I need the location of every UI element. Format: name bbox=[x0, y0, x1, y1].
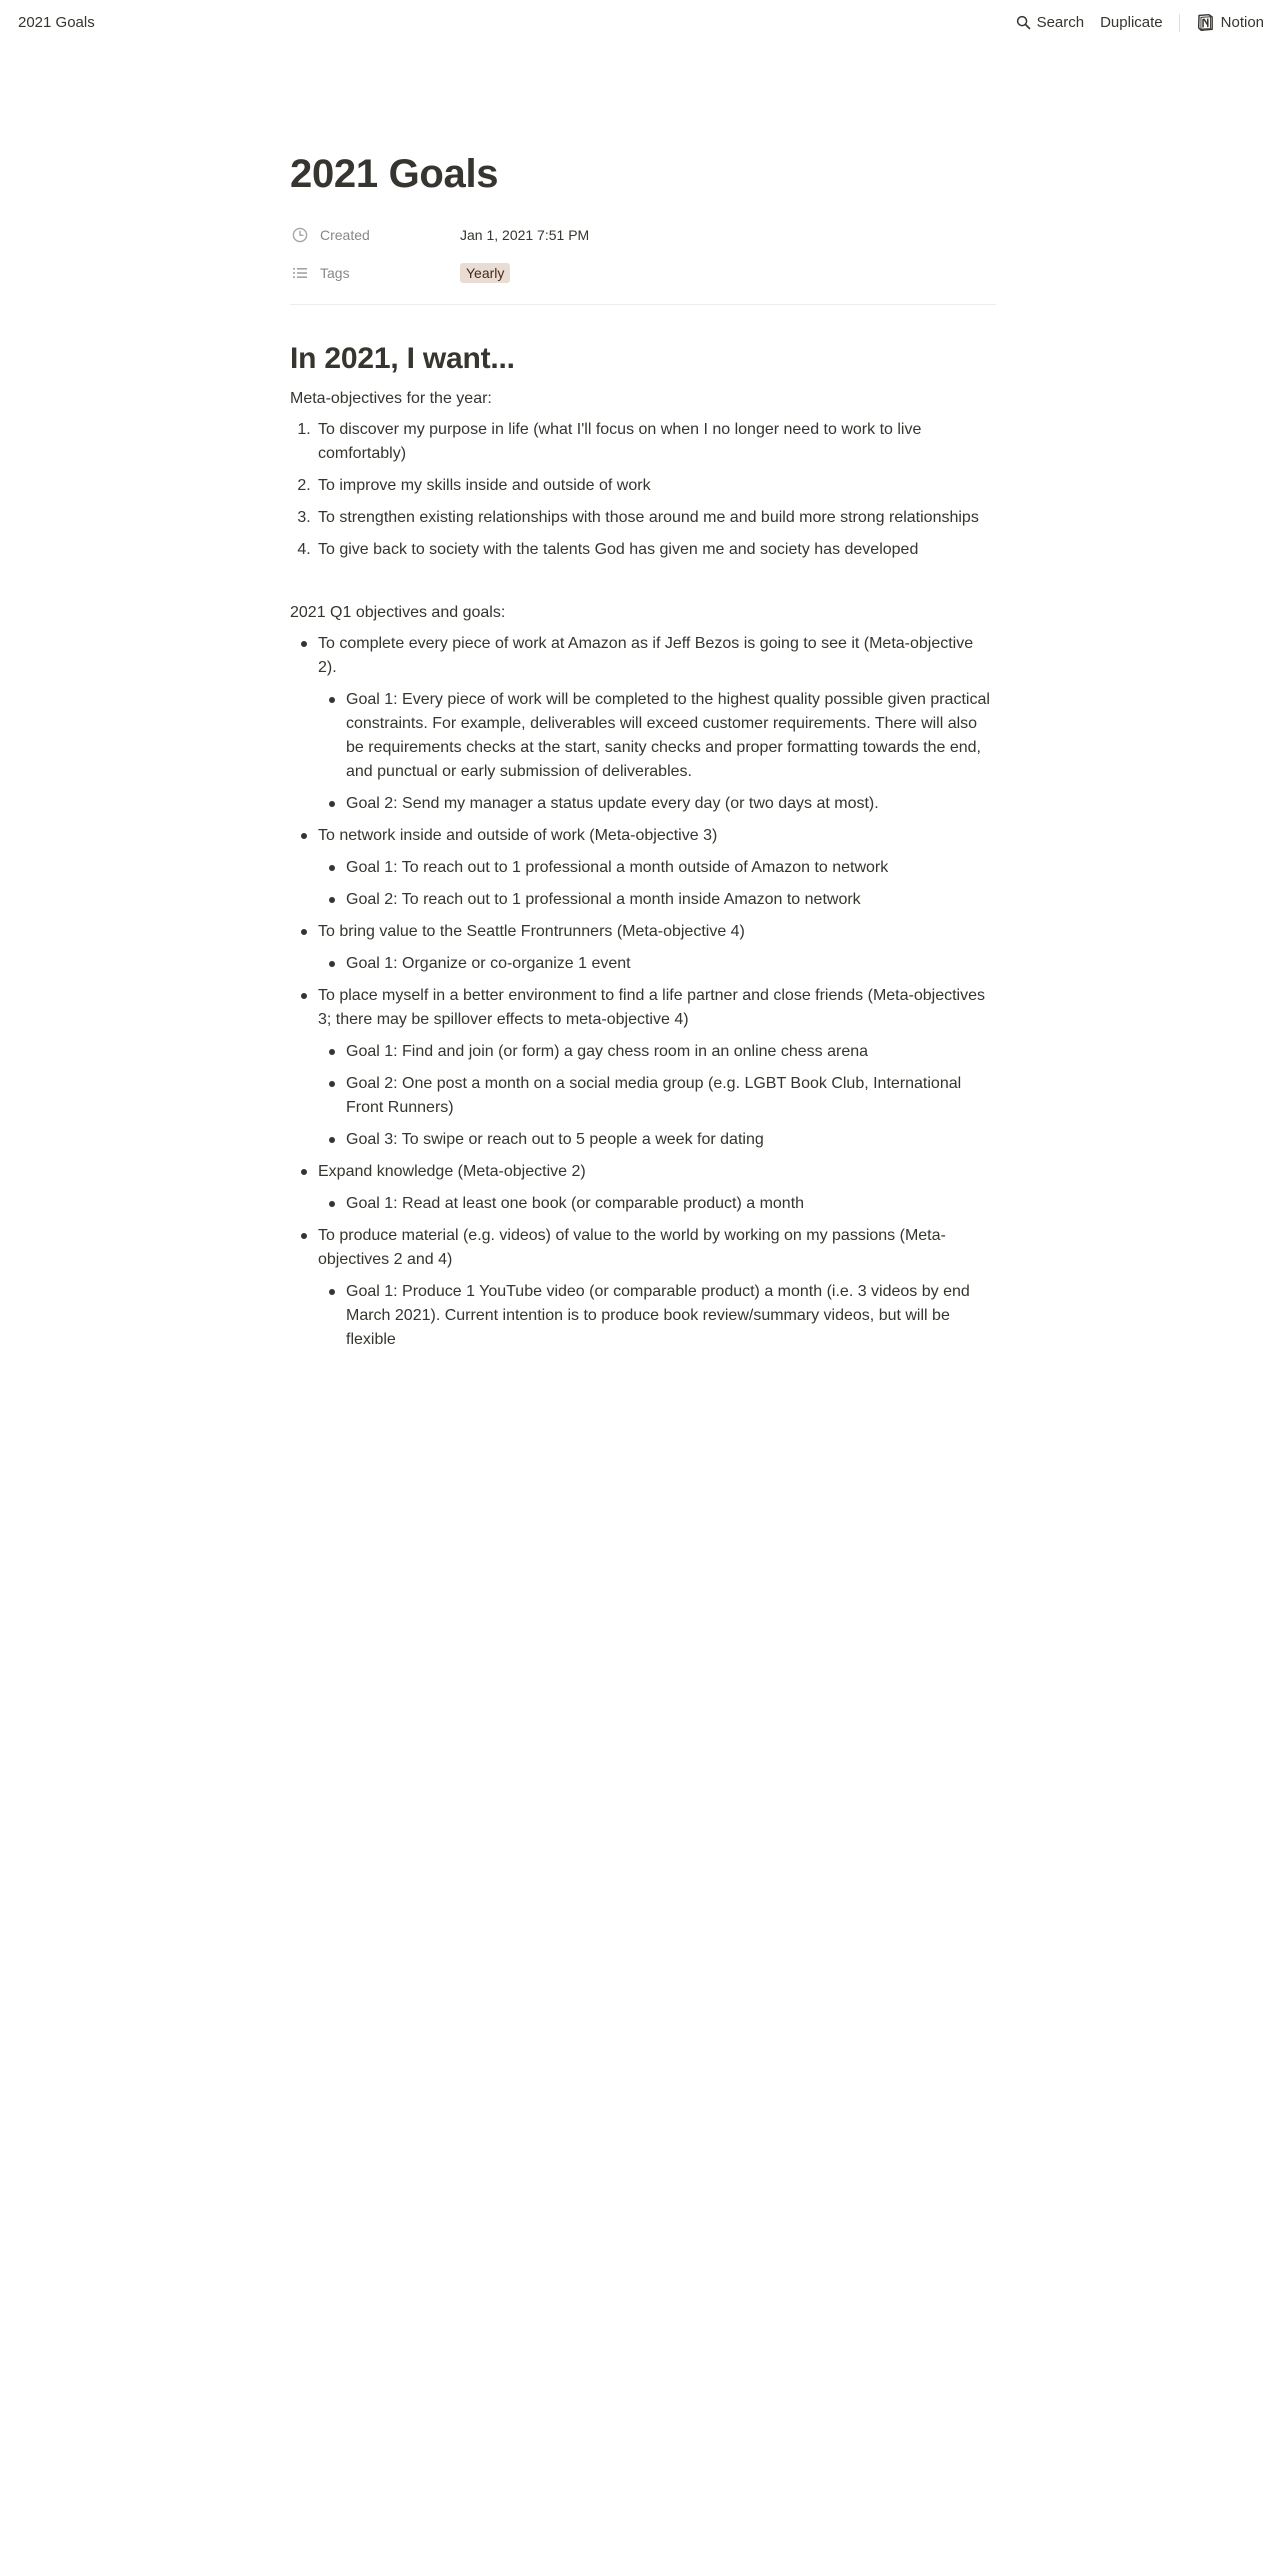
list-item bbox=[290, 1220, 996, 1356]
goal-text: Goal 3: To swipe or reach out to 5 people a week for dating bbox=[346, 1131, 764, 1148]
list-item-text: To strengthen existing relationships with those around me and build more strong relationships bbox=[318, 509, 979, 526]
goal-text: Goal 1: Find and join (or form) a gay chess room in an online chess arena bbox=[346, 1043, 869, 1060]
list-item bbox=[318, 852, 996, 884]
goal-text: Goal 2: Send my manager a status update every day (or two days at most). bbox=[346, 795, 879, 812]
notion-logo-icon bbox=[1196, 13, 1215, 32]
goal-text: Goal 1: Organize or co-organize 1 event bbox=[346, 955, 631, 972]
bullet-icon bbox=[318, 1072, 346, 1120]
list-item bbox=[290, 980, 996, 1156]
search-icon bbox=[1016, 15, 1031, 30]
list-item bbox=[290, 414, 996, 470]
objective-text: To complete every piece of work at Amazon as if Jeff Bezos is going to see it (Meta-objective 2). bbox=[318, 635, 974, 676]
property-tags-value[interactable] bbox=[460, 263, 510, 283]
page-title: 2021 Goals bbox=[290, 152, 499, 196]
bullet-icon bbox=[290, 632, 318, 680]
bullet-icon bbox=[290, 984, 318, 1032]
objective-text: Expand knowledge (Meta-objective 2) bbox=[318, 1163, 586, 1180]
list-item bbox=[290, 820, 996, 916]
notion-label: Notion bbox=[1220, 14, 1264, 31]
goals-list bbox=[318, 1188, 996, 1220]
goal-text: Goal 1: Every piece of work will be completed to the highest quality possible given practical constraints. For example, deliverables will exceed customer requirements. There will also be requirements checks at the start, sanity checks and proper formatting towards the end, and punctual or early submission of deliverables. bbox=[346, 691, 990, 780]
list-item bbox=[290, 534, 996, 566]
list-item bbox=[290, 628, 996, 820]
list-item bbox=[318, 788, 996, 820]
property-created-label: Created bbox=[320, 227, 370, 243]
bullet-icon bbox=[318, 1128, 346, 1152]
notion-button[interactable] bbox=[1188, 9, 1272, 36]
goals-list bbox=[318, 684, 996, 820]
search-label: Search bbox=[1036, 14, 1085, 31]
list-item bbox=[290, 502, 996, 534]
list-number: 3. bbox=[297, 509, 311, 526]
objective-text: To bring value to the Seattle Frontrunners (Meta-objective 4) bbox=[318, 923, 745, 940]
list-item bbox=[318, 1036, 996, 1068]
topbar bbox=[0, 0, 1284, 45]
bullet-icon bbox=[318, 688, 346, 784]
goal-text: Goal 2: One post a month on a social media group (e.g. LGBT Book Club, International Front Runners) bbox=[346, 1075, 962, 1116]
list-number: 2. bbox=[297, 477, 311, 494]
list-item bbox=[318, 948, 996, 980]
goal-text: Goal 1: To reach out to 1 professional a month outside of Amazon to network bbox=[346, 859, 889, 876]
list-item-text: To discover my purpose in life (what I'll focus on when I no longer need to work to live comfortably) bbox=[318, 421, 922, 462]
list-item bbox=[318, 1124, 996, 1156]
empty-block bbox=[290, 566, 996, 598]
search-button[interactable] bbox=[1008, 10, 1093, 35]
list-item-text: To give back to society with the talents God has given me and society has developed bbox=[318, 541, 919, 558]
bullet-icon bbox=[318, 888, 346, 912]
duplicate-label: Duplicate bbox=[1100, 14, 1163, 31]
list-item bbox=[290, 470, 996, 502]
meta-objectives-intro: Meta-objectives for the year: bbox=[290, 390, 492, 407]
bullet-icon bbox=[318, 1040, 346, 1064]
page-properties bbox=[290, 216, 996, 292]
objective-text: To network inside and outside of work (Meta-objective 3) bbox=[318, 827, 718, 844]
tag-yearly: Yearly bbox=[460, 263, 510, 283]
topbar-divider bbox=[1179, 14, 1180, 32]
objective-text: To produce material (e.g. videos) of value to the world by working on my passions (Meta-objectives 2 and 4) bbox=[318, 1227, 946, 1268]
goal-text: Goal 2: To reach out to 1 professional a month inside Amazon to network bbox=[346, 891, 861, 908]
list-item bbox=[318, 884, 996, 916]
property-tags bbox=[290, 254, 996, 292]
goal-text: Goal 1: Read at least one book (or comparable product) a month bbox=[346, 1195, 805, 1212]
list-item bbox=[290, 1156, 996, 1220]
properties-divider bbox=[290, 304, 996, 305]
bullet-icon bbox=[318, 792, 346, 816]
goals-list bbox=[318, 1276, 996, 1356]
bullet-icon bbox=[290, 920, 318, 944]
section-heading: In 2021, I want... bbox=[290, 342, 515, 375]
property-created bbox=[290, 216, 996, 254]
q1-objectives-list bbox=[290, 628, 996, 1356]
property-created-name[interactable] bbox=[290, 227, 460, 243]
page-content bbox=[290, 150, 996, 1356]
list-number: 4. bbox=[297, 541, 311, 558]
duplicate-button[interactable] bbox=[1092, 10, 1171, 35]
list-item bbox=[318, 1068, 996, 1124]
list-number: 1. bbox=[297, 421, 311, 438]
bullet-icon bbox=[318, 1280, 346, 1352]
topbar-actions bbox=[1008, 9, 1272, 36]
property-tags-label: Tags bbox=[320, 265, 350, 281]
objective-text: To place myself in a better environment to find a life partner and close friends (Meta-objectives 3; there may be spillover effects to meta-objective 4) bbox=[318, 987, 985, 1028]
bullet-icon bbox=[290, 1160, 318, 1184]
bullet-icon bbox=[318, 1192, 346, 1216]
list-item-text: To improve my skills inside and outside of work bbox=[318, 477, 651, 494]
list-item bbox=[318, 1188, 996, 1220]
goal-text: Goal 1: Produce 1 YouTube video (or comparable product) a month (i.e. 3 videos by end March 2021). Current intention is to produce book review/summary videos, but will be flexible bbox=[346, 1283, 970, 1348]
bullet-icon bbox=[290, 1224, 318, 1272]
list-item bbox=[318, 1276, 996, 1356]
clock-icon bbox=[292, 227, 314, 243]
meta-objectives-list bbox=[290, 414, 996, 566]
goals-list bbox=[318, 852, 996, 916]
breadcrumb[interactable]: 2021 Goals bbox=[18, 14, 95, 31]
goals-list bbox=[318, 948, 996, 980]
goals-list bbox=[318, 1036, 996, 1156]
bullet-icon bbox=[290, 824, 318, 848]
bullet-icon bbox=[318, 856, 346, 880]
list-item bbox=[290, 916, 996, 980]
property-created-value[interactable]: Jan 1, 2021 7:51 PM bbox=[460, 227, 590, 243]
bullet-icon bbox=[318, 952, 346, 976]
q1-intro: 2021 Q1 objectives and goals: bbox=[290, 604, 506, 621]
list-icon bbox=[292, 266, 314, 280]
property-tags-name[interactable] bbox=[290, 265, 460, 281]
list-item bbox=[318, 684, 996, 788]
